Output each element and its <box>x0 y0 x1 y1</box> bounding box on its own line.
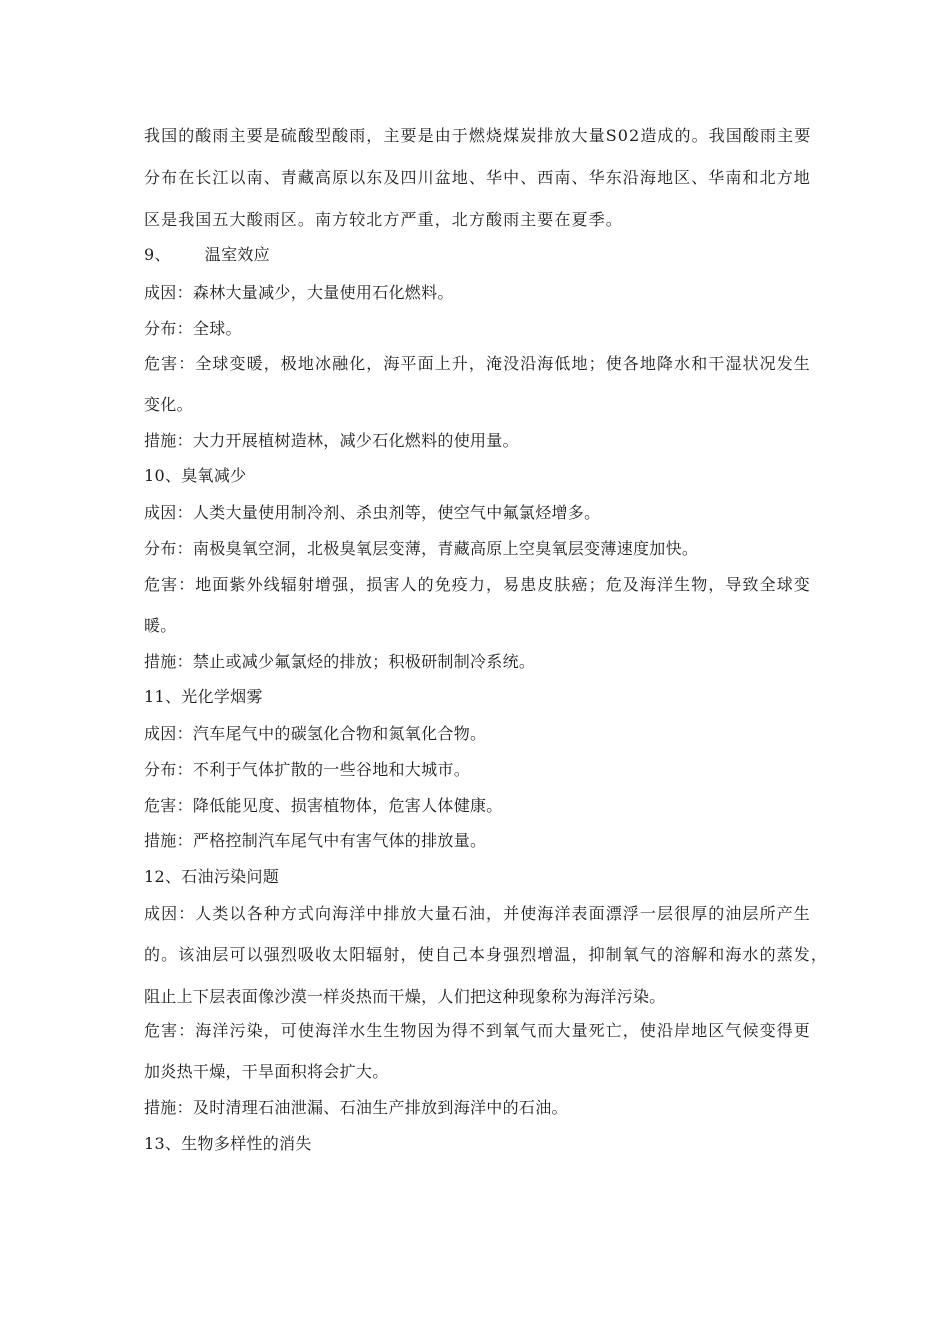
acid-rain-line-3: 区是我国五大酸雨区。南方较北方严重，北方酸雨主要在夏季。 <box>144 210 623 229</box>
smog-harm: 危害：降低能见度、损害植物体，危害人体健康。 <box>144 796 503 815</box>
smog-measures: 措施：严格控制汽车尾气中有害气体的排放量。 <box>144 831 487 850</box>
acid-rain-line-1: 我国的酸雨主要是硫酸型酸雨，主要是由于燃烧煤炭排放大量S02造成的。我国酸雨主要 <box>144 126 812 145</box>
oil-cause-line-2: 的。该油层可以强烈吸收太阳辐射，使自己本身强烈增温，抑制氧气的溶解和海水的蒸发， <box>144 945 829 964</box>
greenhouse-harm-line-2: 变化。 <box>144 395 193 414</box>
greenhouse-cause: 成因：森林大量减少，大量使用石化燃料。 <box>144 283 454 302</box>
oil-harm-line-1: 危害：海洋污染，可使海洋水生生物因为得不到氧气而大量死亡，使沿岸地区气候变得更 <box>144 1021 811 1040</box>
section-10-heading: 10、臭氧减少 <box>144 466 247 485</box>
ozone-measures: 措施：禁止或减少氟氯烃的排放；积极研制制冷系统。 <box>144 652 536 671</box>
acid-rain-line-2: 分布在长江以南、青藏高原以东及四川盆地、华中、西南、华东沿海地区、华南和北方地 <box>144 168 811 187</box>
ozone-cause: 成因：人类大量使用制冷剂、杀虫剂等，使空气中氟氯烃增多。 <box>144 503 601 522</box>
oil-cause-line-1: 成因：人类以各种方式向海洋中排放大量石油，并使海洋表面漂浮一层很厚的油层所产生 <box>144 904 811 923</box>
section-9-heading <box>144 245 270 265</box>
ozone-harm-line-2: 暖。 <box>144 616 177 635</box>
section-9-title: 温室效应 <box>204 245 270 264</box>
oil-harm-line-2: 加炎热干燥，干旱面积将会扩大。 <box>144 1062 389 1081</box>
greenhouse-measures: 措施：大力开展植树造林，减少石化燃料的使用量。 <box>144 431 519 450</box>
section-13-heading: 13、生物多样性的消失 <box>144 1134 312 1153</box>
greenhouse-harm-line-1: 危害：全球变暖，极地冰融化，海平面上升，淹没沿海低地；使各地降水和干湿状况发生 <box>144 354 811 373</box>
oil-cause-line-3: 阻止上下层表面像沙漠一样炎热而干燥，人们把这种现象称为海洋污染。 <box>144 987 666 1006</box>
ozone-harm-line-1: 危害：地面紫外线辐射增强，损害人的免疫力，易患皮肤癌；危及海洋生物，导致全球变 <box>144 575 811 594</box>
section-12-heading: 12、石油污染问题 <box>144 867 280 886</box>
section-11-heading: 11、光化学烟雾 <box>144 687 263 706</box>
section-9-number: 9、 <box>144 245 171 264</box>
smog-cause: 成因：汽车尾气中的碳氢化合物和氮氧化合物。 <box>144 724 487 743</box>
smog-distribution: 分布：不利于气体扩散的一些谷地和大城市。 <box>144 760 471 779</box>
ozone-distribution: 分布：南极臭氧空洞，北极臭氧层变薄，青藏高原上空臭氧层变薄速度加快。 <box>144 539 699 558</box>
greenhouse-distribution: 分布：全球。 <box>144 319 242 338</box>
oil-measures: 措施：及时清理石油泄漏、石油生产排放到海洋中的石油。 <box>144 1098 568 1117</box>
